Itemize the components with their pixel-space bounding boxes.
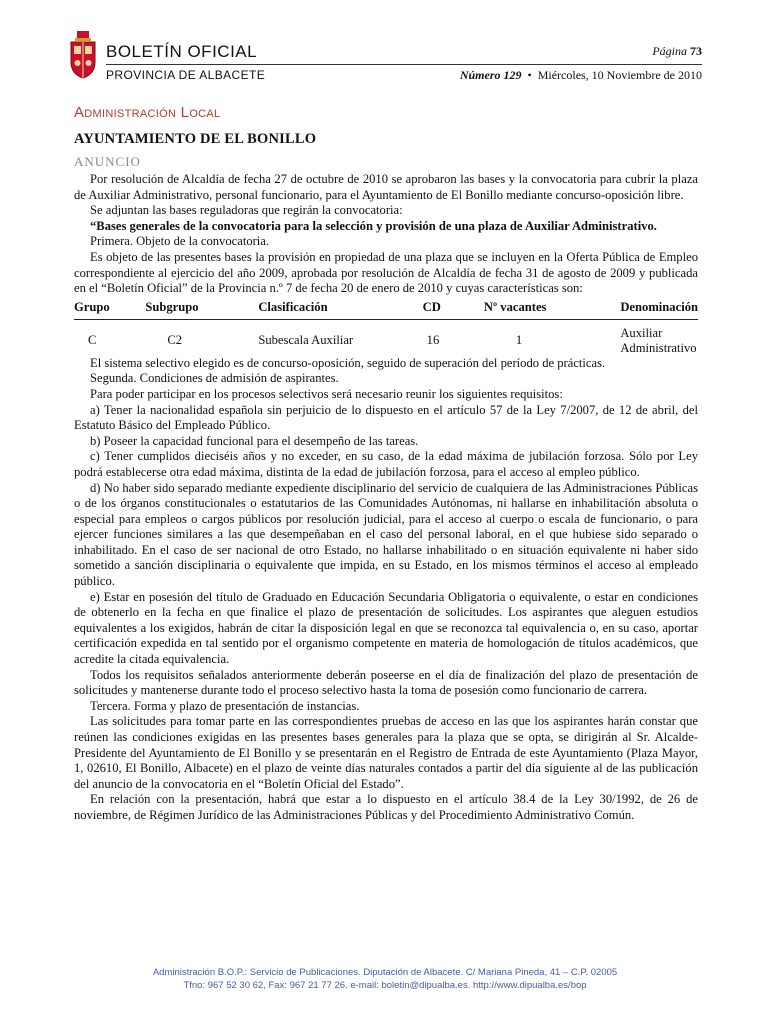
- issue-separator: •: [527, 68, 532, 82]
- paragraph: Por resolución de Alcaldía de fecha 27 de octubre de 2010 se aprobaron las bases y la convocatoria para cubrir la plaza de Auxiliar Administrativo, personal funcionario, para el Ayuntamiento de El Bonillo mediante concurso-oposición libre.: [74, 172, 698, 202]
- paragraph: Para poder participar en los procesos selectivos será necesario reunir los siguientes requisitos:: [90, 386, 563, 401]
- table-cell: C2: [167, 333, 183, 348]
- page-footer: [0, 966, 770, 992]
- issue-number: Número 129: [459, 68, 522, 82]
- paragraph: En relación con la presentación, habrá que estar a lo dispuesto en el artículo 38.4 de la Ley 30/1992, de 26 de noviembre, de Régimen Jurídico de las Administraciones Públicas y del Procedimiento Administrativo Común.: [74, 792, 698, 822]
- table-header-cell: Clasificación: [258, 298, 422, 320]
- paragraph: Las solicitudes para tomar parte en las correspondientes pruebas de acceso en las que los aspirantes harán constar que reúnen las condiciones exigidas en las presentes bases generales para la plaza que se opta, se dirigirán al Sr. Alcalde-Presidente del Ayuntamiento de El Bonillo y se presentarán en el Registro de Entrada de este Ayuntamiento (Plaza Mayor, 1, 02610, El Bonillo, Albacete) en el plazo de veinte días naturales contados a partir del día siguiente al de las publicación del anuncio de la convocatoria en el “Boletín Oficial del Estado”.: [74, 714, 698, 791]
- issue-info: [460, 68, 702, 83]
- page-number: [652, 44, 702, 59]
- page-header: [66, 30, 702, 90]
- section-title: Administración Local: [74, 104, 221, 121]
- document-body: [74, 104, 698, 824]
- table-header-row: [74, 298, 698, 320]
- table-cell: C: [88, 333, 97, 348]
- table-header-cell: Subgrupo: [145, 298, 258, 320]
- paragraph: El sistema selectivo elegido es de concurso-oposición, seguido de superación del período de prácticas.: [90, 355, 606, 370]
- coat-of-arms-icon: [66, 30, 100, 80]
- paragraph: Segunda. Condiciones de admisión de aspirantes.: [90, 371, 339, 386]
- paragraph: e) Estar en posesión del título de Graduado en Educación Secundaria Obligatoria o equivalente, o estar en condiciones de obtenerlo en la fecha en que finalice el plazo de presentación de solicitudes. Los aspirantes que aleguen estudios equivalentes a los exigidos, habrán de citar la disposición legal en que se reconozca tal equivalencia o, en su caso, aportar certificación expedida en tal sentido por el organismo competente en materia de homologación de títulos académicos, que acredite la citada equivalencia.: [74, 589, 698, 667]
- paragraph: d) No haber sido separado mediante expediente disciplinario del servicio de cualquiera de las Administraciones Públicas o de los órganos constitucionales o estatutarios de las Comunidades Autónomas, ni hallarse en inhabilitación absoluta o especial para empleos o cargos públicos por resolución judicial, para el acceso al cuerpo o escala de funcionario, o para ejercer funciones similares a las que desempeñaban en el caso del personal laboral, en el que hubiese sido separado o inhabilitado. En el caso de ser nacional de otro Estado, no hallarse inhabilitado o en situación equivalente ni haber sido sometido a sanción disciplinaria o equivalente que impida, en su Estado, en los mismos términos el acceso al empleado público.: [74, 480, 698, 589]
- paragraph: Se adjuntan las bases reguladoras que regirán la convocatoria:: [90, 203, 403, 218]
- notice-title: ANUNCIO: [74, 154, 141, 169]
- table-cell: Auxiliar Administrativo: [620, 325, 697, 355]
- entity-title: AYUNTAMIENTO DE EL BONILLO: [74, 131, 317, 147]
- table-header-cell: Denominación: [620, 298, 698, 320]
- table-cell: Subescala Auxiliar: [258, 333, 354, 348]
- page-label: Página: [652, 44, 687, 58]
- table-row: [74, 319, 698, 356]
- footer-address: Administración B.O.P.: Servicio de Publicaciones. Diputación de Albacete. C/ Mariana Pineda, 41 – C.P. 02005: [152, 967, 618, 978]
- table-cell: 1: [515, 333, 523, 348]
- bases-title: “Bases generales de la convocatoria para la selección y provisión de una plaza de Auxiliar Administrativo.: [90, 218, 657, 233]
- paragraph: Tercera. Forma y plazo de presentación de instancias.: [90, 698, 360, 713]
- paragraph: Es objeto de las presentes bases la provisión en propiedad de una plaza que se incluyen en la Oferta Pública de Empleo correspondiente al ejercicio del año 2009, aprobada por resolución de Alcaldía de fecha 31 de agosto de 2009 y publicada en el “Boletín Oficial” de la Provincia n.º 7 de fecha 20 de enero de 2010 y cuyas características son:: [74, 249, 698, 296]
- publication-title: BOLETÍN OFICIAL: [106, 42, 258, 61]
- paragraph: b) Poseer la capacidad funcional para el desempeño de las tareas.: [90, 433, 419, 448]
- paragraph: Primera. Objeto de la convocatoria.: [90, 234, 270, 249]
- issue-date: Miércoles, 10 Noviembre de 2010: [537, 68, 702, 82]
- paragraph: a) Tener la nacionalidad española sin perjuicio de lo dispuesto en el artículo 57 de la Ley 7/2007, de 12 de abril, del Estatuto Básico del Empleado Público.: [74, 402, 698, 433]
- table-header-cell: Nº vacantes: [484, 298, 620, 320]
- position-table: [74, 298, 698, 356]
- paragraph: c) Tener cumplidos dieciséis años y no exceder, en su caso, de la edad máxima de jubilación forzosa. Sólo por Ley podrá establecerse otra edad máxima, distinta de la edad de jubilación forzosa, para el acceso al empleo público.: [74, 449, 698, 479]
- table-cell: 16: [426, 333, 440, 348]
- table-header-cell: CD: [423, 298, 484, 320]
- page-number-value: 73: [690, 44, 702, 58]
- table-header-cell: Grupo: [74, 298, 145, 320]
- header-divider: [106, 64, 702, 65]
- publication-subtitle: PROVINCIA DE ALBACETE: [106, 68, 266, 82]
- footer-contact: Tfno: 967 52 30 62, Fax: 967 21 77 26. e-mail: boletin@dipualba.es. http://www.dipualba.es/bop: [183, 980, 587, 991]
- paragraph: Todos los requisitos señalados anteriormente deberán poseerse en el día de finalización del plazo de presentación de solicitudes y mantenerse durante todo el proceso selectivo hasta la toma de posesión como funcionario de carrera.: [74, 667, 698, 698]
